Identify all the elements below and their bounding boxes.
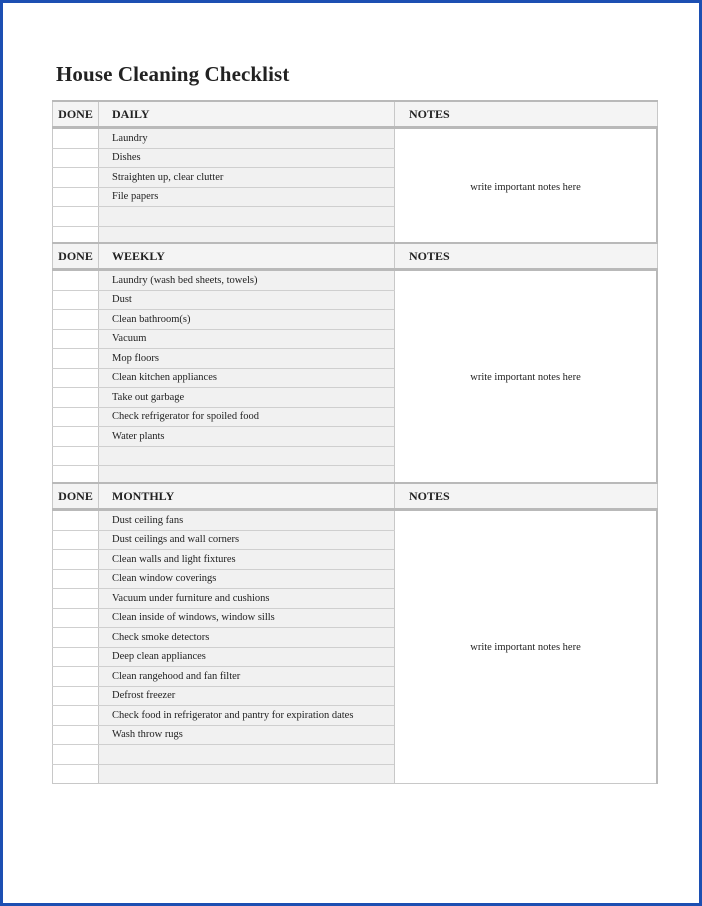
task-cell[interactable] xyxy=(99,764,395,784)
done-checkbox-cell[interactable] xyxy=(53,510,99,531)
table-header-row xyxy=(53,101,658,128)
task-cell[interactable]: Straighten up, clear clutter xyxy=(99,168,395,188)
done-checkbox-cell[interactable] xyxy=(53,686,99,706)
done-checkbox-cell[interactable] xyxy=(53,647,99,667)
task-cell[interactable] xyxy=(99,207,395,227)
weekly-section xyxy=(52,242,658,486)
task-cell[interactable]: Clean inside of windows, window sills xyxy=(99,608,395,628)
task-cell[interactable]: Vacuum xyxy=(99,329,395,349)
done-checkbox-cell[interactable] xyxy=(53,187,99,207)
notes-column-header: NOTES xyxy=(395,101,658,128)
daily-section xyxy=(52,100,658,246)
task-cell[interactable]: File papers xyxy=(99,187,395,207)
task-cell[interactable]: Defrost freezer xyxy=(99,686,395,706)
notes-column-header: NOTES xyxy=(395,483,658,510)
done-checkbox-cell[interactable] xyxy=(53,628,99,648)
done-checkbox-cell[interactable] xyxy=(53,427,99,447)
task-cell[interactable]: Take out garbage xyxy=(99,388,395,408)
done-checkbox-cell[interactable] xyxy=(53,706,99,726)
task-cell[interactable]: Laundry xyxy=(99,128,395,149)
task-cell[interactable]: Clean walls and light fixtures xyxy=(99,550,395,570)
done-checkbox-cell[interactable] xyxy=(53,530,99,550)
task-cell[interactable]: Dishes xyxy=(99,148,395,168)
monthly-section xyxy=(52,482,658,784)
task-cell[interactable]: Dust ceiling fans xyxy=(99,510,395,531)
checklist-table xyxy=(52,100,658,246)
done-checkbox-cell[interactable] xyxy=(53,368,99,388)
task-cell[interactable] xyxy=(99,745,395,765)
done-checkbox-cell[interactable] xyxy=(53,407,99,427)
done-checkbox-cell[interactable] xyxy=(53,270,99,291)
done-checkbox-cell[interactable] xyxy=(53,329,99,349)
task-cell[interactable]: Check smoke detectors xyxy=(99,628,395,648)
done-column-header: DONE xyxy=(53,243,99,270)
notes-column-header: NOTES xyxy=(395,243,658,270)
category-header: DAILY xyxy=(99,101,395,128)
task-cell[interactable]: Water plants xyxy=(99,427,395,447)
task-cell[interactable]: Clean rangehood and fan filter xyxy=(99,667,395,687)
task-cell[interactable]: Check refrigerator for spoiled food xyxy=(99,407,395,427)
notes-cell[interactable]: write important notes here xyxy=(395,510,658,784)
done-checkbox-cell[interactable] xyxy=(53,550,99,570)
table-row xyxy=(53,270,658,291)
done-checkbox-cell[interactable] xyxy=(53,349,99,369)
done-column-header: DONE xyxy=(53,483,99,510)
table-header-row xyxy=(53,243,658,270)
done-checkbox-cell[interactable] xyxy=(53,128,99,149)
done-checkbox-cell[interactable] xyxy=(53,589,99,609)
checklist-table xyxy=(52,242,658,486)
done-checkbox-cell[interactable] xyxy=(53,608,99,628)
notes-cell[interactable]: write important notes here xyxy=(395,128,658,246)
done-checkbox-cell[interactable] xyxy=(53,764,99,784)
done-checkbox-cell[interactable] xyxy=(53,207,99,227)
category-header: MONTHLY xyxy=(99,483,395,510)
task-cell[interactable]: Wash throw rugs xyxy=(99,725,395,745)
page-title: House Cleaning Checklist xyxy=(56,62,290,86)
task-cell[interactable]: Clean kitchen appliances xyxy=(99,368,395,388)
table-row xyxy=(53,128,658,149)
table-header-row xyxy=(53,483,658,510)
done-checkbox-cell[interactable] xyxy=(53,725,99,745)
done-checkbox-cell[interactable] xyxy=(53,667,99,687)
table-row xyxy=(53,510,658,531)
task-cell[interactable]: Deep clean appliances xyxy=(99,647,395,667)
task-cell[interactable]: Laundry (wash bed sheets, towels) xyxy=(99,270,395,291)
task-cell[interactable]: Clean bathroom(s) xyxy=(99,310,395,330)
task-cell[interactable]: Mop floors xyxy=(99,349,395,369)
task-cell[interactable]: Dust ceilings and wall corners xyxy=(99,530,395,550)
checklist-table xyxy=(52,482,658,784)
task-cell[interactable]: Vacuum under furniture and cushions xyxy=(99,589,395,609)
done-checkbox-cell[interactable] xyxy=(53,168,99,188)
done-checkbox-cell[interactable] xyxy=(53,446,99,466)
done-checkbox-cell[interactable] xyxy=(53,745,99,765)
done-checkbox-cell[interactable] xyxy=(53,290,99,310)
category-header: WEEKLY xyxy=(99,243,395,270)
task-cell[interactable] xyxy=(99,446,395,466)
task-cell[interactable]: Check food in refrigerator and pantry for expiration dates xyxy=(99,706,395,726)
done-checkbox-cell[interactable] xyxy=(53,148,99,168)
task-cell[interactable]: Dust xyxy=(99,290,395,310)
done-checkbox-cell[interactable] xyxy=(53,388,99,408)
done-checkbox-cell[interactable] xyxy=(53,310,99,330)
task-cell[interactable]: Clean window coverings xyxy=(99,569,395,589)
done-column-header: DONE xyxy=(53,101,99,128)
notes-cell[interactable]: write important notes here xyxy=(395,270,658,486)
done-checkbox-cell[interactable] xyxy=(53,569,99,589)
